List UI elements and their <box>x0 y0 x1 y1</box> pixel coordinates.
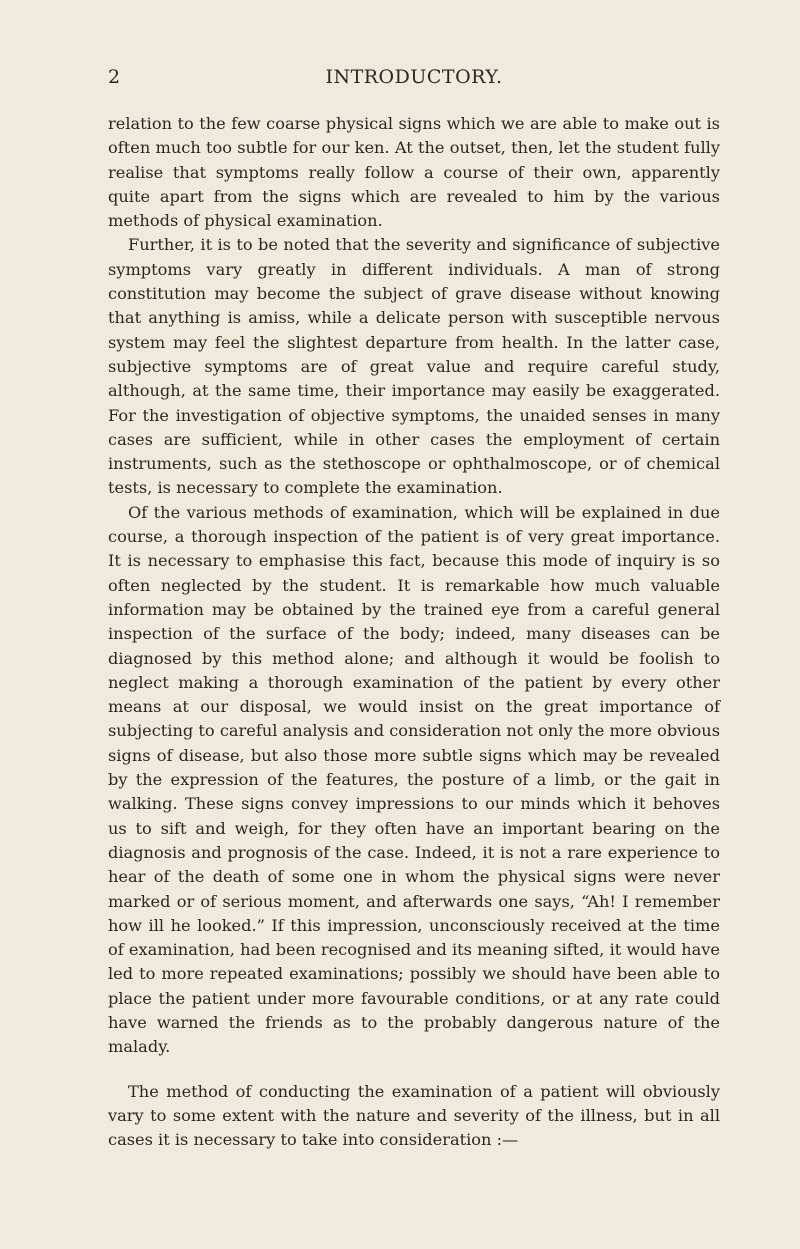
page-number: 2 <box>108 66 121 88</box>
book-page <box>108 66 720 1152</box>
paragraph-inspection: Of the various methods of examination, which will be explained in due course, a thorough inspection of the patient is of very great importance. It is necessary to emphasise this fact, because this mode of inquiry is so often neglected by the student. It is remarkable how much valuable information may be obtained by the trained eye from a careful general inspection of the surface of the body; indeed, many diseases can be diagnosed by this method alone; and although it would be foolish to neglect making a thorough examination of the patient by every other means at our disposal, we would insist on the great importance of subjecting to careful analysis and consideration not only the more obvious signs of disease, but also those more subtle signs which may be revealed by the expression of the features, the posture of a limb, or the gait in walking. These signs convey impressions to our minds which it behoves us to sift and weigh, for they often have an important bearing on the diagnosis and prognosis of the case. Indeed, it is not a rare experience to hear of the death of some one in whom the physical signs were never marked or of serious moment, and afterwards one says, “Ah! I remember how ill he looked.” If this impression, unconsciously received at the time of examination, had been recognised and its meaning sifted, it would have led to more repeated examinations; possibly we should have been able to place the patient under more favourable conditions, or at any rate could have warned the friends as to the probably dangerous nature of the malady. <box>108 502 720 1057</box>
paragraph-subjective-symptoms: Further, it is to be noted that the severity and significance of subjective symptoms vary greatly in different individuals. A man of strong constitution may become the subject of grave disease without knowing that anything is amiss, while a delicate person with susceptible nervous system may feel the slightest departure from health. In the latter case, subjective symptoms are of great value and require careful study, although, at the same time, their importance may easily be exaggerated. For the investigation of objective symptoms, the unaided senses in many cases are sufficient, while in other cases the employment of certain instruments, such as the stethoscope or ophthalmoscope, or of chemical tests, is necessary to complete the examination. <box>108 235 720 498</box>
paragraph-method: The method of conducting the examination of a patient will obviously vary to some extent with the nature and severity of the illness, but in all cases it is necessary to take into consideration :— <box>108 1081 720 1150</box>
running-head <box>108 66 720 96</box>
paragraph-continuation: relation to the few coarse physical signs which we are able to make out is often much too subtle for our ken. At the outset, then, let the student fully realise that symptoms really follow a course of their own, apparently quite apart from the signs which are revealed to him by the various methods of physical examination. <box>108 114 720 231</box>
running-title: INTRODUCTORY. <box>325 66 503 88</box>
body-text <box>108 112 720 1152</box>
